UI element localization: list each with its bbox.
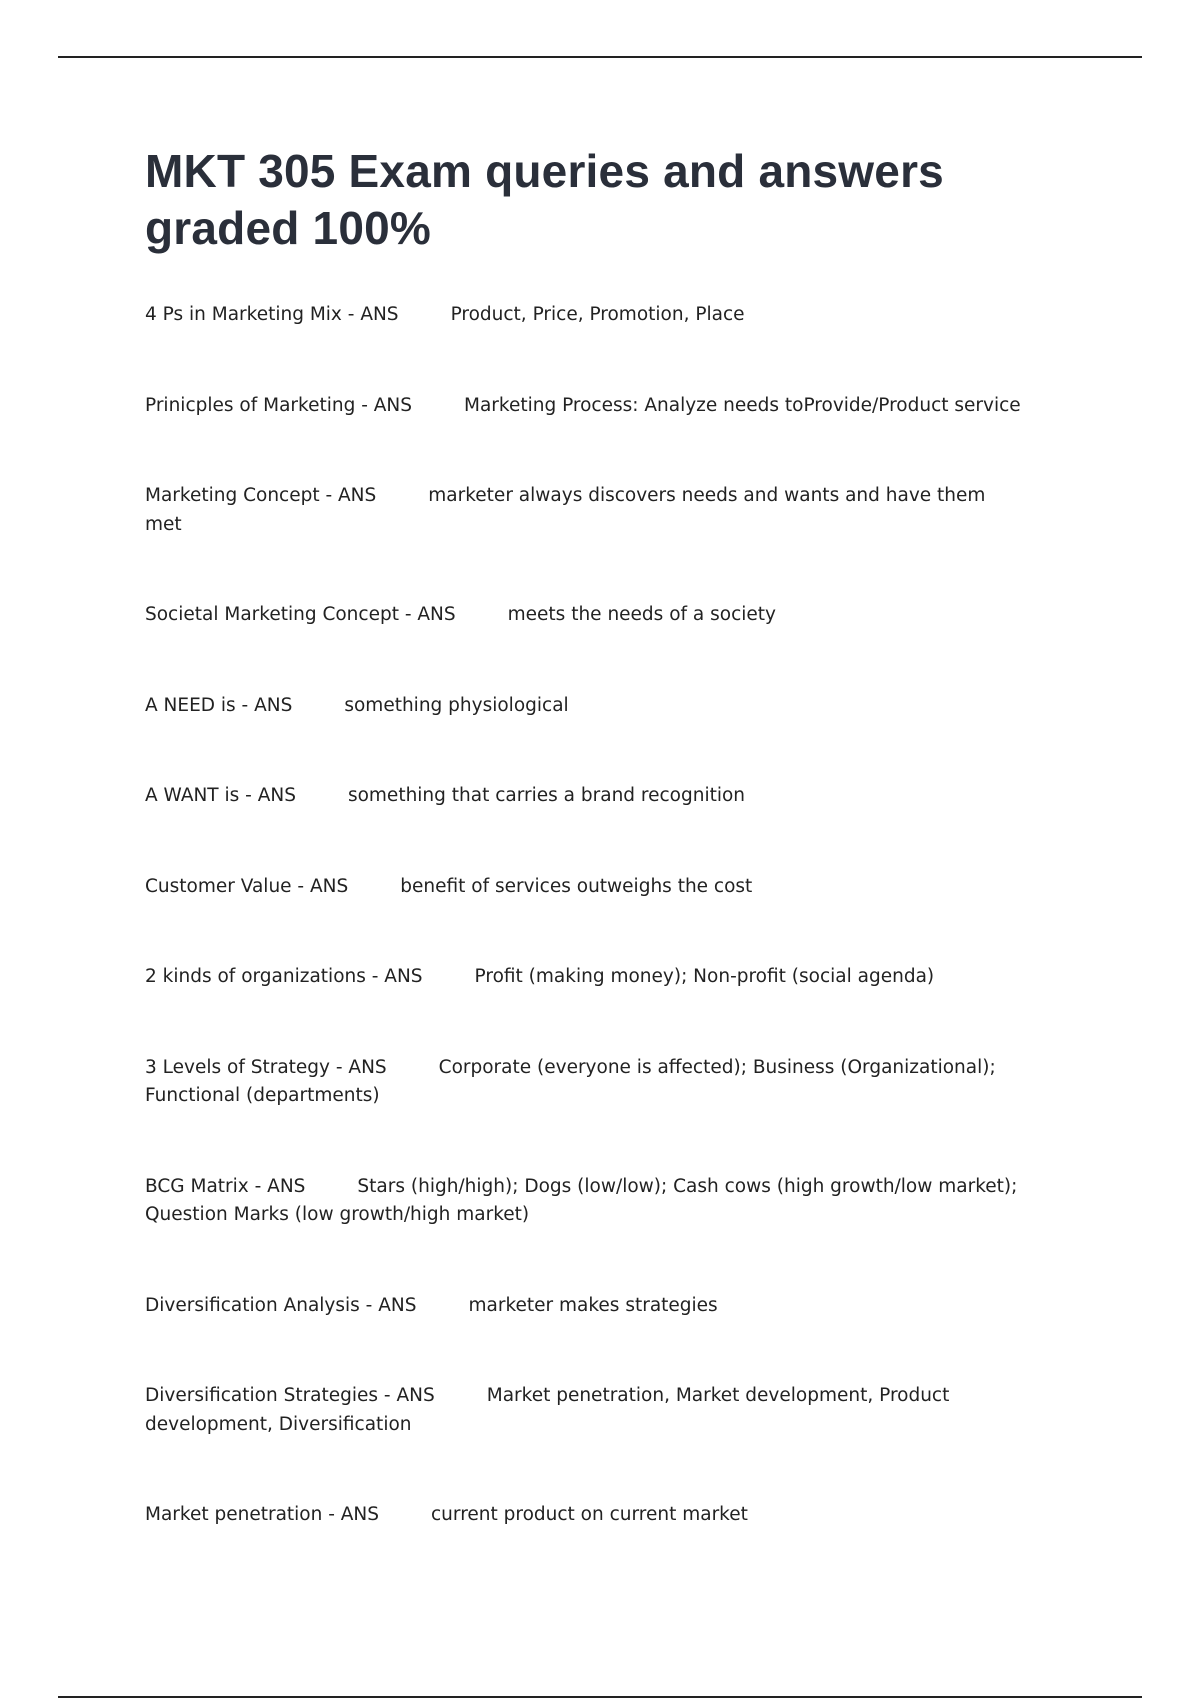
- qa-answer: Profit (making money); Non-profit (social agenda): [474, 966, 935, 987]
- qa-item: [145, 601, 1025, 630]
- qa-term: Market penetration - ANS: [145, 1504, 380, 1525]
- qa-item: [145, 692, 1025, 721]
- qa-item: [145, 392, 1025, 421]
- qa-item: [145, 482, 1025, 539]
- qa-answer: marketer always discovers needs and wants and have them met: [145, 485, 986, 535]
- qa-item: [145, 1054, 1025, 1111]
- qa-answer: Marketing Process: Analyze needs toProvide/Product service: [464, 394, 1021, 416]
- qa-item: [145, 1292, 1025, 1321]
- qa-item: [145, 1501, 1025, 1530]
- document-title: MKT 305 Exam queries and answers graded 100%: [145, 145, 944, 254]
- qa-answer: something physiological: [344, 694, 569, 716]
- qa-item: [145, 301, 1025, 330]
- qa-term: A NEED is - ANS: [145, 694, 293, 716]
- qa-answer: something that carries a brand recognition: [347, 785, 746, 806]
- top-divider: [58, 56, 1142, 58]
- qa-answer: current product on current market: [431, 1504, 748, 1525]
- qa-list: [145, 301, 1025, 1530]
- qa-term: BCG Matrix - ANS: [145, 1175, 306, 1197]
- qa-item: [145, 1173, 1025, 1230]
- qa-item: [145, 873, 1025, 902]
- qa-term: Societal Marketing Concept - ANS: [145, 604, 456, 625]
- qa-term: 3 Levels of Strategy - ANS: [145, 1056, 387, 1078]
- qa-answer: Stars (high/high); Dogs (low/low); Cash cows (high growth/low market); Question Marks (low growth/high market): [145, 1175, 1018, 1225]
- qa-item: [145, 782, 1025, 811]
- qa-answer: benefit of services outweighs the cost: [400, 875, 753, 897]
- qa-term: Diversification Analysis - ANS: [145, 1294, 417, 1316]
- qa-answer: Market penetration, Market development, Product development, Diversification: [145, 1385, 950, 1435]
- qa-term: Diversification Strategies - ANS: [145, 1385, 435, 1406]
- qa-term: A WANT is - ANS: [145, 785, 296, 806]
- document-body: [145, 143, 1025, 1592]
- qa-term: 2 kinds of organizations - ANS: [145, 966, 423, 987]
- qa-term: Customer Value - ANS: [145, 875, 349, 897]
- bottom-divider: [58, 1696, 1142, 1698]
- qa-term: Marketing Concept - ANS: [145, 485, 377, 506]
- qa-term: 4 Ps in Marketing Mix - ANS: [145, 304, 399, 325]
- qa-item: [145, 1382, 1025, 1439]
- qa-answer: Corporate (everyone is affected); Business (Organizational); Functional (departments): [145, 1056, 996, 1106]
- qa-answer: meets the needs of a society: [507, 604, 776, 625]
- qa-term: Prinicples of Marketing - ANS: [145, 394, 412, 416]
- qa-item: [145, 963, 1025, 992]
- qa-answer: marketer makes strategies: [468, 1294, 718, 1316]
- qa-answer: Product, Price, Promotion, Place: [450, 304, 745, 325]
